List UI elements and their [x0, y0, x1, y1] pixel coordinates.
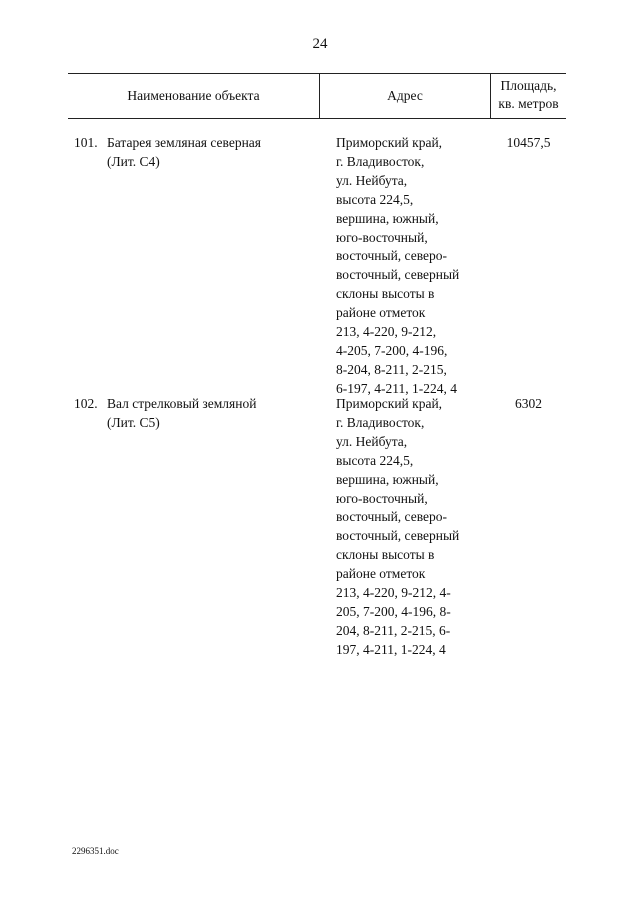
row-number: 101.: [74, 135, 98, 150]
address-line: восточный, северо-: [336, 509, 447, 525]
address-line: ул. Нейбута,: [336, 433, 408, 449]
address-line: Приморский край,: [336, 396, 443, 411]
address-line: восточный, северо-: [336, 248, 447, 264]
object-name: [107, 134, 312, 172]
column-header-area: [491, 77, 566, 113]
object-name-line: Батарея земляная северная: [107, 135, 262, 150]
address-line: 204, 8-211, 2-215, 6-: [336, 622, 451, 638]
address-line: вершина, южный,: [336, 210, 439, 226]
page-number: 24: [312, 36, 328, 52]
object-name-line: Вал стрелковый земляной: [107, 396, 257, 411]
address-line: г. Владивосток,: [336, 153, 425, 169]
column-header-area-line-1: Площадь,: [500, 78, 557, 93]
object-area: 10457,5: [506, 135, 551, 150]
address-line: районе отметок: [336, 305, 426, 321]
object-name-line: (Лит. С5): [107, 414, 160, 430]
address-line: г. Владивосток,: [336, 414, 425, 430]
address-line: 213, 4-220, 9-212, 4-: [336, 585, 451, 601]
address-line: склоны высоты в: [336, 286, 435, 302]
address-line: юго-восточный,: [336, 229, 428, 245]
column-header-address: Адрес: [387, 88, 423, 103]
address-line: 6-197, 4-211, 1-224, 4: [336, 380, 457, 396]
column-header-area-line-2: кв. метров: [498, 96, 559, 111]
address-line: ул. Нейбута,: [336, 172, 408, 188]
address-line: вершина, южный,: [336, 471, 439, 487]
address-line: юго-восточный,: [336, 490, 428, 506]
object-address: [336, 134, 486, 399]
address-line: высота 224,5,: [336, 191, 414, 207]
address-line: 197, 4-211, 1-224, 4: [336, 641, 446, 657]
address-line: 8-204, 8-211, 2-215,: [336, 361, 447, 377]
object-name: [107, 395, 312, 433]
table-header-bottom-rule: [68, 118, 566, 119]
object-address: [336, 395, 486, 660]
address-line: восточный, северный: [336, 267, 460, 283]
column-header-name: Наименование объекта: [127, 88, 260, 103]
object-area: 6302: [515, 396, 542, 411]
address-line: 213, 4-220, 9-212,: [336, 324, 437, 340]
address-line: районе отметок: [336, 566, 426, 582]
address-line: восточный, северный: [336, 528, 460, 544]
table-top-rule: [68, 73, 566, 74]
object-name-line: (Лит. С4): [107, 153, 160, 169]
address-line: высота 224,5,: [336, 452, 414, 468]
address-line: 4-205, 7-200, 4-196,: [336, 342, 448, 358]
row-number: 102.: [74, 396, 98, 411]
address-line: 205, 7-200, 4-196, 8-: [336, 603, 451, 619]
address-line: склоны высоты в: [336, 547, 435, 563]
address-line: Приморский край,: [336, 135, 443, 150]
footer-filename: 2296351.doc: [72, 846, 119, 856]
